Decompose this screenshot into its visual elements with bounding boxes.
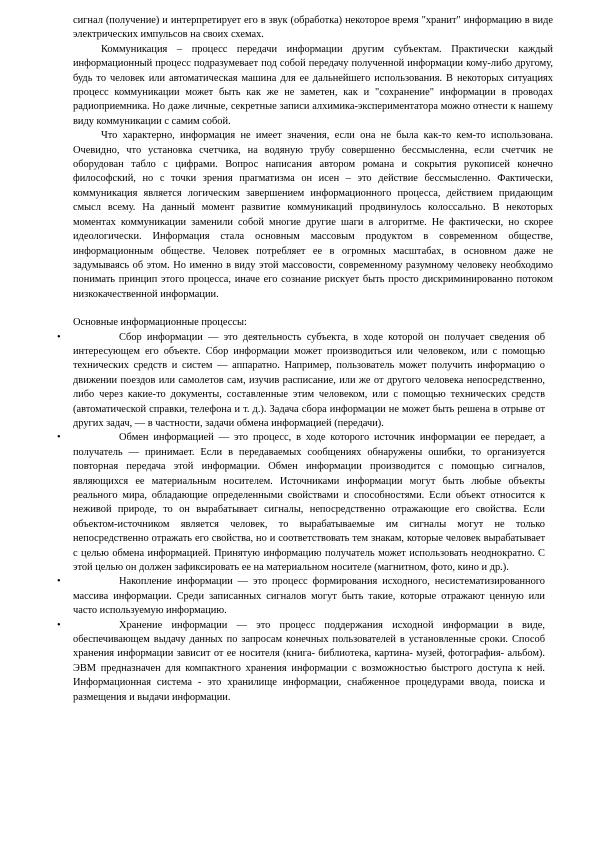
bullet-icon: • [57, 619, 61, 631]
list-item-text: Сбор информации — это деятельность субъекта, в ходе которой он получает сведения об интересующем его объекте. Сбор информации может производиться или человеком, или с помощью технических средств и систем — аппаратно. Например, пользователь может получить информацию о движении поездов или самолетов сам, изучив расписание, или же от другого человека непосредственно, либо через какие-то документы, составленные этим человеком, или с помощью технических средств (автоматической справки, телефона и т. д.). Задача сбора информации не может быть решена в отрыве от других задач, — в частности, задачи обмена информацией (передачи). [73, 331, 545, 429]
list-item-storage [57, 619, 553, 705]
list-item-text: Хранение информации — это процесс поддержания исходной информации в виде, обеспечивающем выдачу данных по запросам конечных пользователей в установленные сроки. Способ хранения информации зависит от ее носителя (книга- библиотека, картина- музей, фотография- альбом). ЭВМ предназначен для компактного хранения информации с возможностью быстрого доступа к ней. Информационная система - это хранилище информации, снабженное процедурами ввода, поиска и размещения и выдачи информации. [73, 619, 545, 703]
list-item-text: Обмен информацией — это процесс, в ходе которого источник информации ее передает, а получатель — принимает. Если в передаваемых сообщениях обнаружены ошибки, то организуется повторная передача этой информации. Обмен информации производится с помощью сигналов, являющихся ее материальным носителем. Источниками информации могут быть любые объекты реального мира, обладающие определенными свойствами и способностями. Если объект относится к неживой природе, то он вырабатывает сигналы, непосредственно отражающие его свойства. Если объектом-источником является человек, то вырабатываемые им сигналы могут не только непосредственно отражать его свойства, но и соответствовать тем знакам, которые человек вырабатывает с целью обмена информацией. Принятую информацию получатель может использовать неоднократно. С этой целью он должен зафиксировать ее на материальном носителе (магнитном, фото, кино и др.). [73, 432, 545, 574]
processes-heading: Основные информационные процессы: [73, 317, 247, 329]
processes-list [57, 331, 553, 706]
paragraph-signal-continuation: сигнал (получение) и интерпретирует его в звук (обработка) некоторое время "хранит" информацию в виде электрических импульсов на своих схемах. [73, 15, 553, 41]
list-item-exchange [57, 431, 553, 575]
paragraph-spacer [73, 302, 553, 316]
list-item-collection [57, 331, 553, 432]
document-page [57, 14, 553, 705]
bullet-icon: • [57, 576, 61, 588]
list-item-accumulation [57, 575, 553, 618]
paragraph-communication: Коммуникация – процесс передачи информации другим субъектам. Практически каждый информационный процесс подразумевает под собой передачу полученной информации кому-либо другому, будь то человек или автоматическая машина для ее дальнейшего использования. В некоторых ситуациях процесс коммуникации может быть как же не заметен, как и "сохранение" информации в проводах радиоприемника. Но даже личные, секретные записи алхимика-экспериментатора можно отнести к нашему виду коммуникации с самим собой. [73, 43, 553, 127]
list-item-text: Накопление информации — это процесс формирования исходного, несистематизированного массива информации. Среди записанных сигналов могут быть такие, которые отражают ценную или часто используемую информацию. [73, 576, 545, 617]
bullet-icon: • [57, 331, 61, 343]
bullet-icon: • [57, 432, 61, 444]
paragraph-significance: Что характерно, информация не имеет значения, если она не была как-то кем-то использована. Очевидно, что установка счетчика, на водяную трубу совершенно бессмысленна, если счетчик не оборудован табло с цифрами. Вопрос написания автором романа и сокрытия рукописей конечно философский, но с точки зрения прагматизма он исен – это действие бессмысленно. Фактически, коммуникация является логическим завершением информационного процесса, действием придающим смысл всему. На данный момент развитие коммуникаций продвинулось колоссально. В некоторых моментах коммуникации заменили собой многие другие шаги в алгоритме. Не фактически, но скорее идеологически. Информация стала основным массовым продуктом в современном обществе, информационным обществе. Человек потребляет ее в огромных масштабах, в основном даже не задумываясь об этом. Но именно в виду этой массовости, современному разумному человеку необходимо понимать принцип этого процесса, иначе его сознание рискует быть просто дискриминированно потоком низкокачественной информации. [73, 130, 553, 300]
